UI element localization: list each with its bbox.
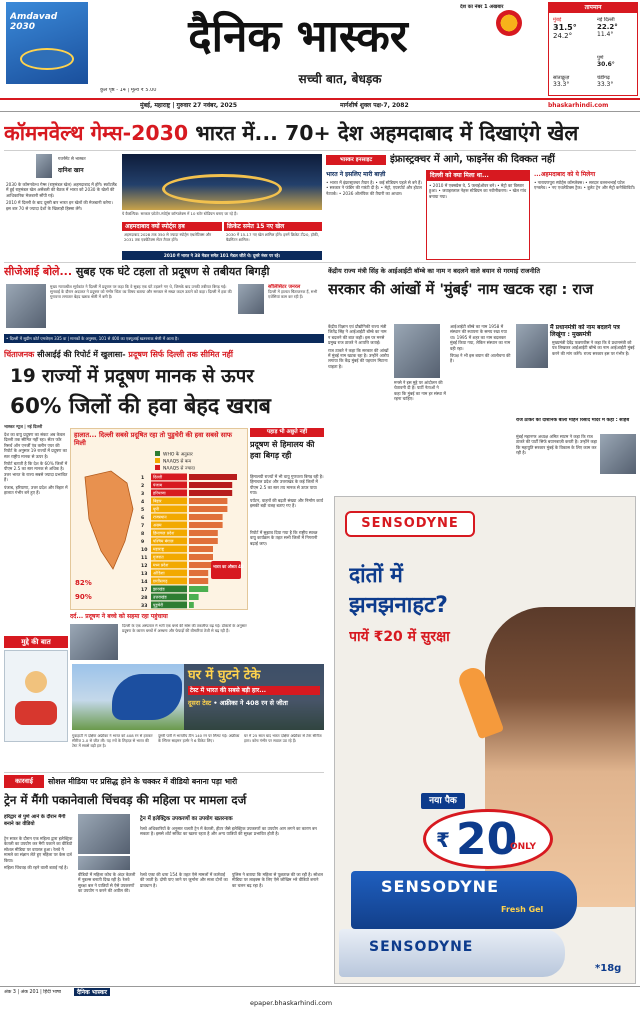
pollution-chart	[71, 449, 247, 609]
ad-new-pack-badge: नया पैक	[421, 793, 465, 809]
infra-col1: भारत ने इसलिए मारी बाज़ी • भारत में इंफ्रास्ट्रक्चर तैयार है। • कई स्टेडियम पहले से बने हैं। • सरकार ने फंडिंग की गारंटी दी है। • मेट्रो, एयरपोर्ट और होटल नेटवर्क। • 2036 ओलंपिक की तैयारी का आधार।	[326, 171, 422, 196]
chart-bar	[189, 570, 208, 576]
raj-thackeray-photo[interactable]	[394, 324, 440, 378]
chart-category-label: दिल्ली	[153, 474, 163, 480]
footer-left: अंक 3 | अंक 201 | हिंदी भाषा	[4, 990, 62, 995]
legend-label: NAAQS से कम	[163, 459, 192, 465]
ahmedabad-hub-box: अहमदाबाद क्यों स्पोर्ट्स हब अहमदाबाद 2028 तक 350 से ज्यादा स्पोर्ट्स एथलेटिक्स और 2031 तक एक्वेटिक्स सेंटर तैयार होंगे।	[122, 222, 222, 250]
chart-bar	[189, 562, 213, 568]
crime-photo-1[interactable]	[78, 814, 130, 854]
pollution-byline: भास्कर न्यूज | नई दिल्ली	[4, 424, 43, 429]
sports-banner	[184, 664, 324, 730]
ad-tube-brand: SENSODYNE	[381, 877, 499, 896]
weather-city-delhi: नई दिल्ली 22.2° 11.4°	[597, 17, 618, 38]
chart-rank-label: 14	[141, 580, 148, 585]
side2-photo[interactable]	[600, 434, 636, 474]
himalaya-body: हिमालयी राज्यों में भी वायु गुणवत्ता बिगड़ रही है। हिमाचल प्रदेश और उत्तराखंड के कई जिलों में पीएम 2.5 का स्तर तय मानक से ऊपर पाया गया। पर्यटन, वाहनों की बढ़ती संख्या और निर्माण कार्य इसकी बड़ी वजह बताए गए हैं।	[250, 474, 324, 509]
lead-photo[interactable]	[122, 154, 322, 210]
politics-side2-text: मुंबई महानगर अध्यक्ष अमित साटम ने कहा कि राज ठाकरे की पार्टी सिर्फ बयानबाज़ी करती है। उन्होंने कहा कि महायुति सरकार मुंबई के विकास के लिए काम कर रही है।	[516, 434, 598, 456]
chart-rank-label: 9	[141, 540, 145, 545]
lead-headline-black: भारत में... 70+ देश अहमदाबाद में दिखाएंगे खेल	[195, 121, 579, 145]
panchang: मार्गशीर्ष शुक्ल पक्ष-7, 2082	[340, 102, 409, 109]
chart-rank-label: 28	[141, 596, 148, 601]
ad-line2: झनझनाहट?	[349, 593, 448, 618]
infra-headline[interactable]: इंफ्रास्ट्रक्चर में आगे, फाइनेंस की दिक्कत नहीं	[390, 154, 555, 165]
himalaya-headline[interactable]: प्रदूषण से हिमालय की हवा बिगड़ रही	[250, 440, 315, 460]
sg-photo[interactable]	[238, 284, 264, 314]
chart-category-label: गुजरात	[153, 554, 164, 560]
sports-body-col1: गुवाहाटी में दक्षिण अफ्रीका ने भारत को 408 रन से हराकर सीरीज 2-0 से जीत ली। यह रनों के लिहाज़ से भारत की टेस्ट में सबसे बड़ी हार है।	[72, 734, 153, 748]
pollution-sub-headline[interactable]: दर्द... प्रदूषण ने बच्चे को सहमा रहा पहुंचाया	[70, 613, 168, 620]
chart-bar	[189, 530, 218, 536]
ad-tube2-brand: SENSODYNE	[369, 939, 474, 955]
chart-rank-label: 33	[141, 604, 148, 609]
stat-82: 82%	[75, 579, 92, 587]
politics-col3: आईआईटी बॉम्बे का नाम 1958 में संस्थान की स्थापना के समय रखा गया था। 1995 में शहर का नाम बदलकर मुंबई किया गया, लेकिन संस्थान का नाम वही रहा। विपक्ष ने भी इस बयान की आलोचना की है।	[450, 324, 511, 364]
chart-bar	[189, 586, 208, 592]
promo-photo[interactable]	[6, 2, 88, 84]
ad-price-symbol: ₹	[436, 828, 450, 852]
cartoon-scooter-icon	[15, 701, 57, 725]
chart-rank-label: 2	[141, 484, 145, 489]
ad-toothpaste-tube	[351, 871, 577, 929]
chart-category-label: मध्य प्रदेश	[153, 562, 169, 568]
chart-category-label: राजस्थान	[153, 514, 167, 520]
sg-quote: सॉलिसिटर जनरल दिल्ली में हालात चिंताजनक हैं, सभी एजेंसियां काम कर रही हैं।	[268, 284, 318, 299]
dateline: मुंबई, महाराष्ट्र | गुरुवार 27 नवंबर, 2025	[140, 102, 237, 109]
lead-headline[interactable]	[4, 118, 636, 148]
weather-city-santacruz: सांताक्रुज़ 33.3°	[553, 75, 570, 88]
price-line: कुल पृष्ठ - 14 | मूल्य ₹ 5.00	[100, 88, 157, 93]
editorial-title: मुद्दे की बात	[4, 636, 68, 648]
chart-bar	[189, 522, 223, 528]
editorial-cartoon[interactable]	[4, 650, 68, 742]
chart-rank-label: 7	[141, 524, 145, 529]
chart-category-label: झारखंड	[153, 586, 165, 592]
crime-body-mid: वीडियो में महिला कोच के अंदर केतली में नूडल्स बनाती दिख रही है। रेलवे सुरक्षा बल ने यात्रियों से ऐसे उपकरणों का उपयोग न करने की अपील की।	[78, 872, 136, 894]
weather-city-chandigarh: चंडीगढ़ 33.3°	[597, 75, 614, 88]
tagline: सच्ची बात, बेधड़क	[298, 72, 382, 86]
chart-bar	[189, 602, 194, 608]
politics-side-text: मुख्यमंत्री देवेंद्र फडणवीस ने कहा कि वे प्रधानमंत्री को पत्र लिखकर आईआईटी बॉम्बे का नाम आईआईटी मुंबई करने की मांग करेंगे। राज्य सरकार इस पर गंभीर है।	[552, 340, 635, 356]
promo-caption: Amdavad 2030	[10, 12, 58, 32]
chart-bar	[189, 498, 227, 504]
ad-price: 20	[456, 814, 518, 865]
crime-headline-line2[interactable]: ट्रेन में मैंगी पकानेवाली चिंचवड़ की महिला पर मामला दर्ज	[4, 793, 247, 807]
crime-kicker: कारवाई	[4, 775, 44, 788]
avatar	[36, 154, 52, 178]
pollution-body-right: रिपोर्ट में सुझाव दिया गया है कि राष्ट्रीय स्वच्छ वायु कार्यक्रम के तहत सभी जिलों में निगरानी बढ़ाई जाए।	[250, 530, 318, 546]
pollution-headline-line1[interactable]: 19 राज्यों में प्रदूषण मानक से ऊपर	[10, 366, 254, 387]
crime-photo-2[interactable]	[78, 856, 130, 870]
ad-line1: दांतों में	[349, 563, 403, 587]
chart-category-label: पश्चिम बंगाल	[153, 538, 174, 544]
cji-photo[interactable]	[6, 284, 46, 328]
chart-bar	[189, 490, 232, 496]
politics-headline[interactable]: सरकार की आंखों में 'मुंबई' नाम खटक रहा : राज	[328, 281, 594, 298]
chart-rank-label: 17	[141, 588, 148, 593]
crime-right-headline[interactable]: ट्रेन में इलेक्ट्रिक उपकरणों का उपयोग खतरनाक	[140, 816, 233, 822]
politics-kicker: केंद्रीय राज्य मंत्री सिंह के आईआईटी बॉम्बे का नाम न बदलने वाले बयान से गरमाई राजनीति	[328, 267, 541, 275]
weather-title: तापमान	[549, 3, 637, 13]
newspaper-title: दैनिक भास्कर	[188, 11, 408, 62]
politics-side-headline[interactable]: मैं प्रधानमंत्री को नाम बदलने पत्र लिखूंगा : मुख्यमंत्री	[550, 324, 620, 338]
pollution-kicker[interactable]: चिंताजनक सीआईई की रिपोर्ट में खुलासा- प्रदूषण सिर्फ दिल्ली तक सीमित नहीं	[4, 350, 233, 359]
chart-category-label: महाराष्ट्र	[153, 546, 165, 552]
ad-price-badge	[423, 809, 553, 869]
india-map-shape	[85, 471, 133, 569]
chart-rank-label: 11	[141, 556, 148, 561]
chart-category-label: पंजाब	[153, 482, 162, 488]
chart-bar	[189, 578, 208, 584]
ad-toothpaste-tube-2	[339, 929, 565, 977]
ad-brand-logo: SENSODYNE	[345, 511, 475, 537]
crime-body-right-2: रेलवे एक्ट की धारा 154 के तहत ऐसे मामलों में कार्रवाई की जाती है। दोषी पाए जाने पर जुर्माना और सजा दोनों का प्रावधान है।	[140, 872, 228, 888]
child-photo[interactable]	[70, 624, 118, 660]
chart-bar	[189, 474, 237, 480]
chart-category-label: उत्तराखंड	[153, 594, 167, 600]
ad-weight: *18g	[595, 963, 622, 974]
sun-logo-icon	[496, 10, 522, 36]
chart-category-label: बिहार	[153, 498, 162, 504]
chart-title: हालात... दिल्ली सबसे प्रदूषित रहा तो पुडुचेरी की हवा सबसे साफ मिली	[74, 431, 232, 447]
chart-category-label: असम	[153, 522, 162, 528]
pollution-chart-box	[70, 428, 248, 610]
cartoon-figure-icon	[25, 671, 47, 693]
chart-rank-label: 12	[141, 564, 148, 569]
politics-side2-headline[interactable]: राज ठाकरे को दार्शनिक बाला मोहन रिसाद मंदिर में कहा : साहब	[516, 418, 630, 423]
chart-bar	[189, 538, 218, 544]
chart-category-label: हिमाचल प्रदेश	[153, 530, 175, 536]
footer-epaper[interactable]: epaper.bhaskarhindi.com	[250, 999, 333, 1007]
chart-category-label: पुडुचेरी	[153, 602, 164, 608]
chart-rank-label: 5	[141, 508, 145, 513]
crime-headline-line1[interactable]: सोशल मीडिया पर प्रसिद्ध होने के चक्कर में वीडियो बनाना पड़ा भारी	[48, 777, 238, 786]
footer-bar	[0, 986, 640, 1009]
chart-rank-label: 13	[141, 572, 148, 577]
lead-headline-red: कॉमनवेल्थ गेम्स-2030	[4, 121, 189, 145]
himalaya-tag: पहाड़ भी अछूते नहीं	[250, 428, 324, 437]
website[interactable]: bhaskarhindi.com	[548, 102, 609, 109]
weather-box	[548, 2, 638, 96]
stadium-icon	[20, 48, 74, 70]
cricketer-figure-icon	[112, 674, 182, 720]
politics-col1: केंद्रीय विज्ञान एवं प्रौद्योगिकी राज्य मंत्री जितेंद्र सिंह ने आईआईटी बॉम्बे का नाम न बदलने की बात कही। इस पर मनसे प्रमुख राज ठाकरे ने आपत्ति जताई। राज ठाकरे ने कहा कि सरकार की आंखों में मुंबई नाम खटक रहा है। उन्होंने आरोप लगाया कि केंद्र मुंबई की पहचान मिटाना चाहता है।	[328, 324, 389, 369]
ad-price-only: ONLY	[510, 842, 537, 852]
crime-body-left: ट्रेन सफर के दौरान एक महिला द्वारा इलेक्ट्रिक केतली का उपयोग कर मैगी पकाने का वीडियो सोशल मीडिया पर वायरल हुआ। रेलवे ने मामले का संज्ञान लेते हुए महिला पर केस दर्ज किया। महिला चिंचवड़ की रहने वाली बताई गई है।	[4, 836, 73, 871]
ad-line3: पायें ₹20 में सुरक्षा	[349, 629, 450, 645]
slogan: देश का नंबर 1 अखबार	[460, 4, 504, 10]
child-text: दिल्ली के एक अस्पताल में भर्ती एक बच्चे की सांस की तकलीफ बढ़ गई। डॉक्टरों के अनुसार प्रदूषण के कारण बच्चों में अस्थमा और फेफड़ों की बीमारियां तेजी से बढ़ रही हैं।	[122, 624, 247, 633]
lead-body-text: 2030 के कॉमनवेल्थ गेम्स (राष्ट्रमंडल खेल) अहमदाबाद में होंगे। स्कॉटलैंड में हुई राष्ट्रमंडल खेल असेंबली की बैठक में भारत को 2030 के खेलों की आधिकारिक मेजबानी सौंपी गई। 2010 में दिल्ली के बाद दूसरी बार भारत इन खेलों की मेजबानी करेगा। इस बार 70 से ज्यादा देशों के खिलाड़ी हिस्सा लेंगे।	[6, 182, 117, 211]
chart-category-label: ओडिशा	[153, 570, 165, 576]
chart-bar	[189, 554, 213, 560]
chart-bar	[189, 482, 232, 488]
stadium-icon	[162, 174, 282, 204]
cji-body-text: मुख्य न्यायाधीश सूर्यकांत ने दिल्ली में प्रदूषण पर कहा कि वे सुबह एक घंटे टहलने गए थे, जिसके बाद उनकी तबीयत बिगड़ गई। सुनवाई के दौरान अदालत ने प्रदूषण को गंभीर चिंता का विषय बताया और सरकार से सख्त कदम उठाने को कहा। दिल्ली में हवा की गुणवत्ता लगातार बेहद खराब श्रेणी में बनी है।	[50, 284, 232, 299]
ad-tube-product: Fresh Gel	[501, 905, 544, 914]
legend-swatch	[155, 458, 160, 463]
chart-rank-label: 8	[141, 532, 145, 537]
chart-rank-label: 10	[141, 548, 148, 553]
weather-city-pune: पुणे 30.6°	[597, 55, 615, 68]
legend-swatch	[155, 451, 160, 456]
highlight-label: भारत का औसत 40	[213, 564, 244, 569]
legend-label: WHO के अनुसार	[163, 452, 193, 458]
chart-rank-label: 4	[141, 500, 145, 505]
sports-body-col3: घर में 25 साल बाद भारत दक्षिण अफ्रीका से टेस्ट सीरीज हारा। कोच गंभीर पर सवाल उठ रहे हैं।	[244, 734, 322, 743]
chart-category-label: छत्तीसगढ़	[153, 578, 168, 584]
chart-bar	[189, 594, 199, 600]
sports-sub1: टेस्ट में भारत की सबसे बड़ी हार...	[188, 686, 320, 695]
politics-col2: मनसे ने इस मुद्दे पर आंदोलन की चेतावनी दी है। पार्टी नेताओं ने कहा कि मुंबई का नाम हर संस्था में रहना चाहिए।	[394, 380, 446, 402]
footer-brand: दैनिक भास्कर	[74, 988, 110, 996]
infra-col2: दिल्ली को क्या मिला था... • 2010 में एक्सप्रेस वे, 5 फ्लाईओवर बने। • मेट्रो का विस्तार हुआ। • जवाहरलाल नेहरू स्टेडियम का नवीनीकरण। • खेल गांव बनाया गया।	[426, 170, 530, 260]
sports-sub2: दूसरा टेस्ट • अफ्रीका ने 408 रन से जीता	[188, 699, 288, 707]
new-sports-box: क्रिकेट समेत 15 नए खेल 2030 में 15-17 नए खेल शामिल होंगे। इनमें क्रिकेट टी20, हॉकी, बैडमिंटन शामिल।	[224, 222, 322, 250]
infra-col3: ...अहमदाबाद को ये मिलेगा • नारायणपुरा स्पोर्ट्स कॉम्प्लेक्स। • सरदार वल्लभभाई पटेल एन्क्लेव। • नए एथलेटिक्स ट्रैक। • बुलेट ट्रेन और मेट्रो कनेक्टिविटी।	[534, 171, 636, 191]
chart-bar	[189, 546, 213, 552]
sports-headline[interactable]: घर में घुटने टेके	[188, 668, 261, 683]
chart-bar	[189, 506, 227, 512]
chart-rank-label: 1	[141, 476, 145, 481]
crime-left-headline[interactable]: हरिद्वार से पुणे आने के दौरान मैगी बनाने का वीडियो	[4, 814, 66, 827]
sports-body-col2: दूसरी पारी में भारतीय टीम 140 रन पर सिमट गई। अफ्रीका के स्पिनर साइमन हार्मर ने 6 विकेट लिए।	[158, 734, 240, 743]
pollution-headline-line2[interactable]: 60% जिलों की हवा बेहद खराब	[10, 394, 271, 419]
cji-ribbon: • दिल्ली में सुप्रीम कोर्ट एमजेएस 335 वा | मानकों के अनुसार, 101 से 400 का एक्यूआई खतरनाक श्रेणी में आता है।	[4, 334, 324, 343]
lead-byline: गवर्नमेंट से भास्कर दानिश खान	[6, 154, 116, 180]
legend-swatch	[155, 465, 160, 470]
stat-90: 90%	[75, 593, 92, 601]
chart-rank-label: 6	[141, 516, 145, 521]
pollution-body-left: देश का वायु प्रदूषण का संकट अब केवल दिल्ली तक सीमित नहीं रहा। सेंटर फॉर रिसर्च ऑन एनर्जी एंड क्लीन एयर की रिपोर्ट के अनुसार 19 राज्यों में प्रदूषण का स्तर राष्ट्रीय मानक से ऊपर है। रिपोर्ट बताती है कि देश के 60% जिलों में पीएम 2.5 का स्तर मानक से अधिक है। उत्तर भारत के राज्य सबसे ज्यादा प्रभावित हैं। पंजाब, हरियाणा, उत्तर प्रदेश और बिहार में हालात गंभीर बने हुए हैं।	[4, 432, 68, 496]
weather-city-mumbai: मुंबई 31.5° 24.2°	[553, 17, 577, 40]
legend-label: NAAQS से ज्यादा	[163, 466, 195, 472]
chart-category-label: यूपी	[153, 506, 159, 512]
chart-category-label: हरियाणा	[153, 490, 166, 496]
masthead	[0, 0, 640, 112]
chart-rank-label: 3	[141, 492, 145, 497]
lead-ribbon: 2010 में भारत ने 38 मेडल समेत 101 मेडल जीते थे। दूसरे नंबर पर रहे।	[122, 251, 322, 260]
infra-badge: भास्कर इनसाइट	[326, 155, 386, 165]
cji-headline[interactable]: सीजेआई बोले... सुबह एक घंटे टहला तो प्रदूषण से तबीयत बिगड़ी	[4, 265, 270, 278]
lead-photo-caption: ये वैकल्पिक: सरकार फ़ोटोर-स्पोर्ट्स कॉम्पलेक्स में 10 स्टोर स्टेडियम बनाए जा रहे हैं।	[122, 211, 238, 216]
chart-bar	[189, 514, 223, 520]
crime-body-right-1: रेलवे अधिकारियों के अनुसार चलती ट्रेन में केतली, हीटर जैसे इलेक्ट्रिक उपकरणों का उपयोग आग लगने का कारण बन सकता है। इससे शॉर्ट सर्किट का खतरा रहता है और अन्य यात्रियों की सुरक्षा प्रभावित होती है।	[140, 826, 317, 837]
sensodyne-ad[interactable]	[334, 496, 636, 984]
crime-body-right-3: पुलिस ने बताया कि महिला से पूछताछ की जा रही है। सोशल मीडिया पर लाइक्स के लिए ऐसे जोखिम भरे वीडियो बनाने का चलन बढ़ रहा है।	[232, 872, 323, 888]
dateline-bar	[0, 98, 640, 112]
